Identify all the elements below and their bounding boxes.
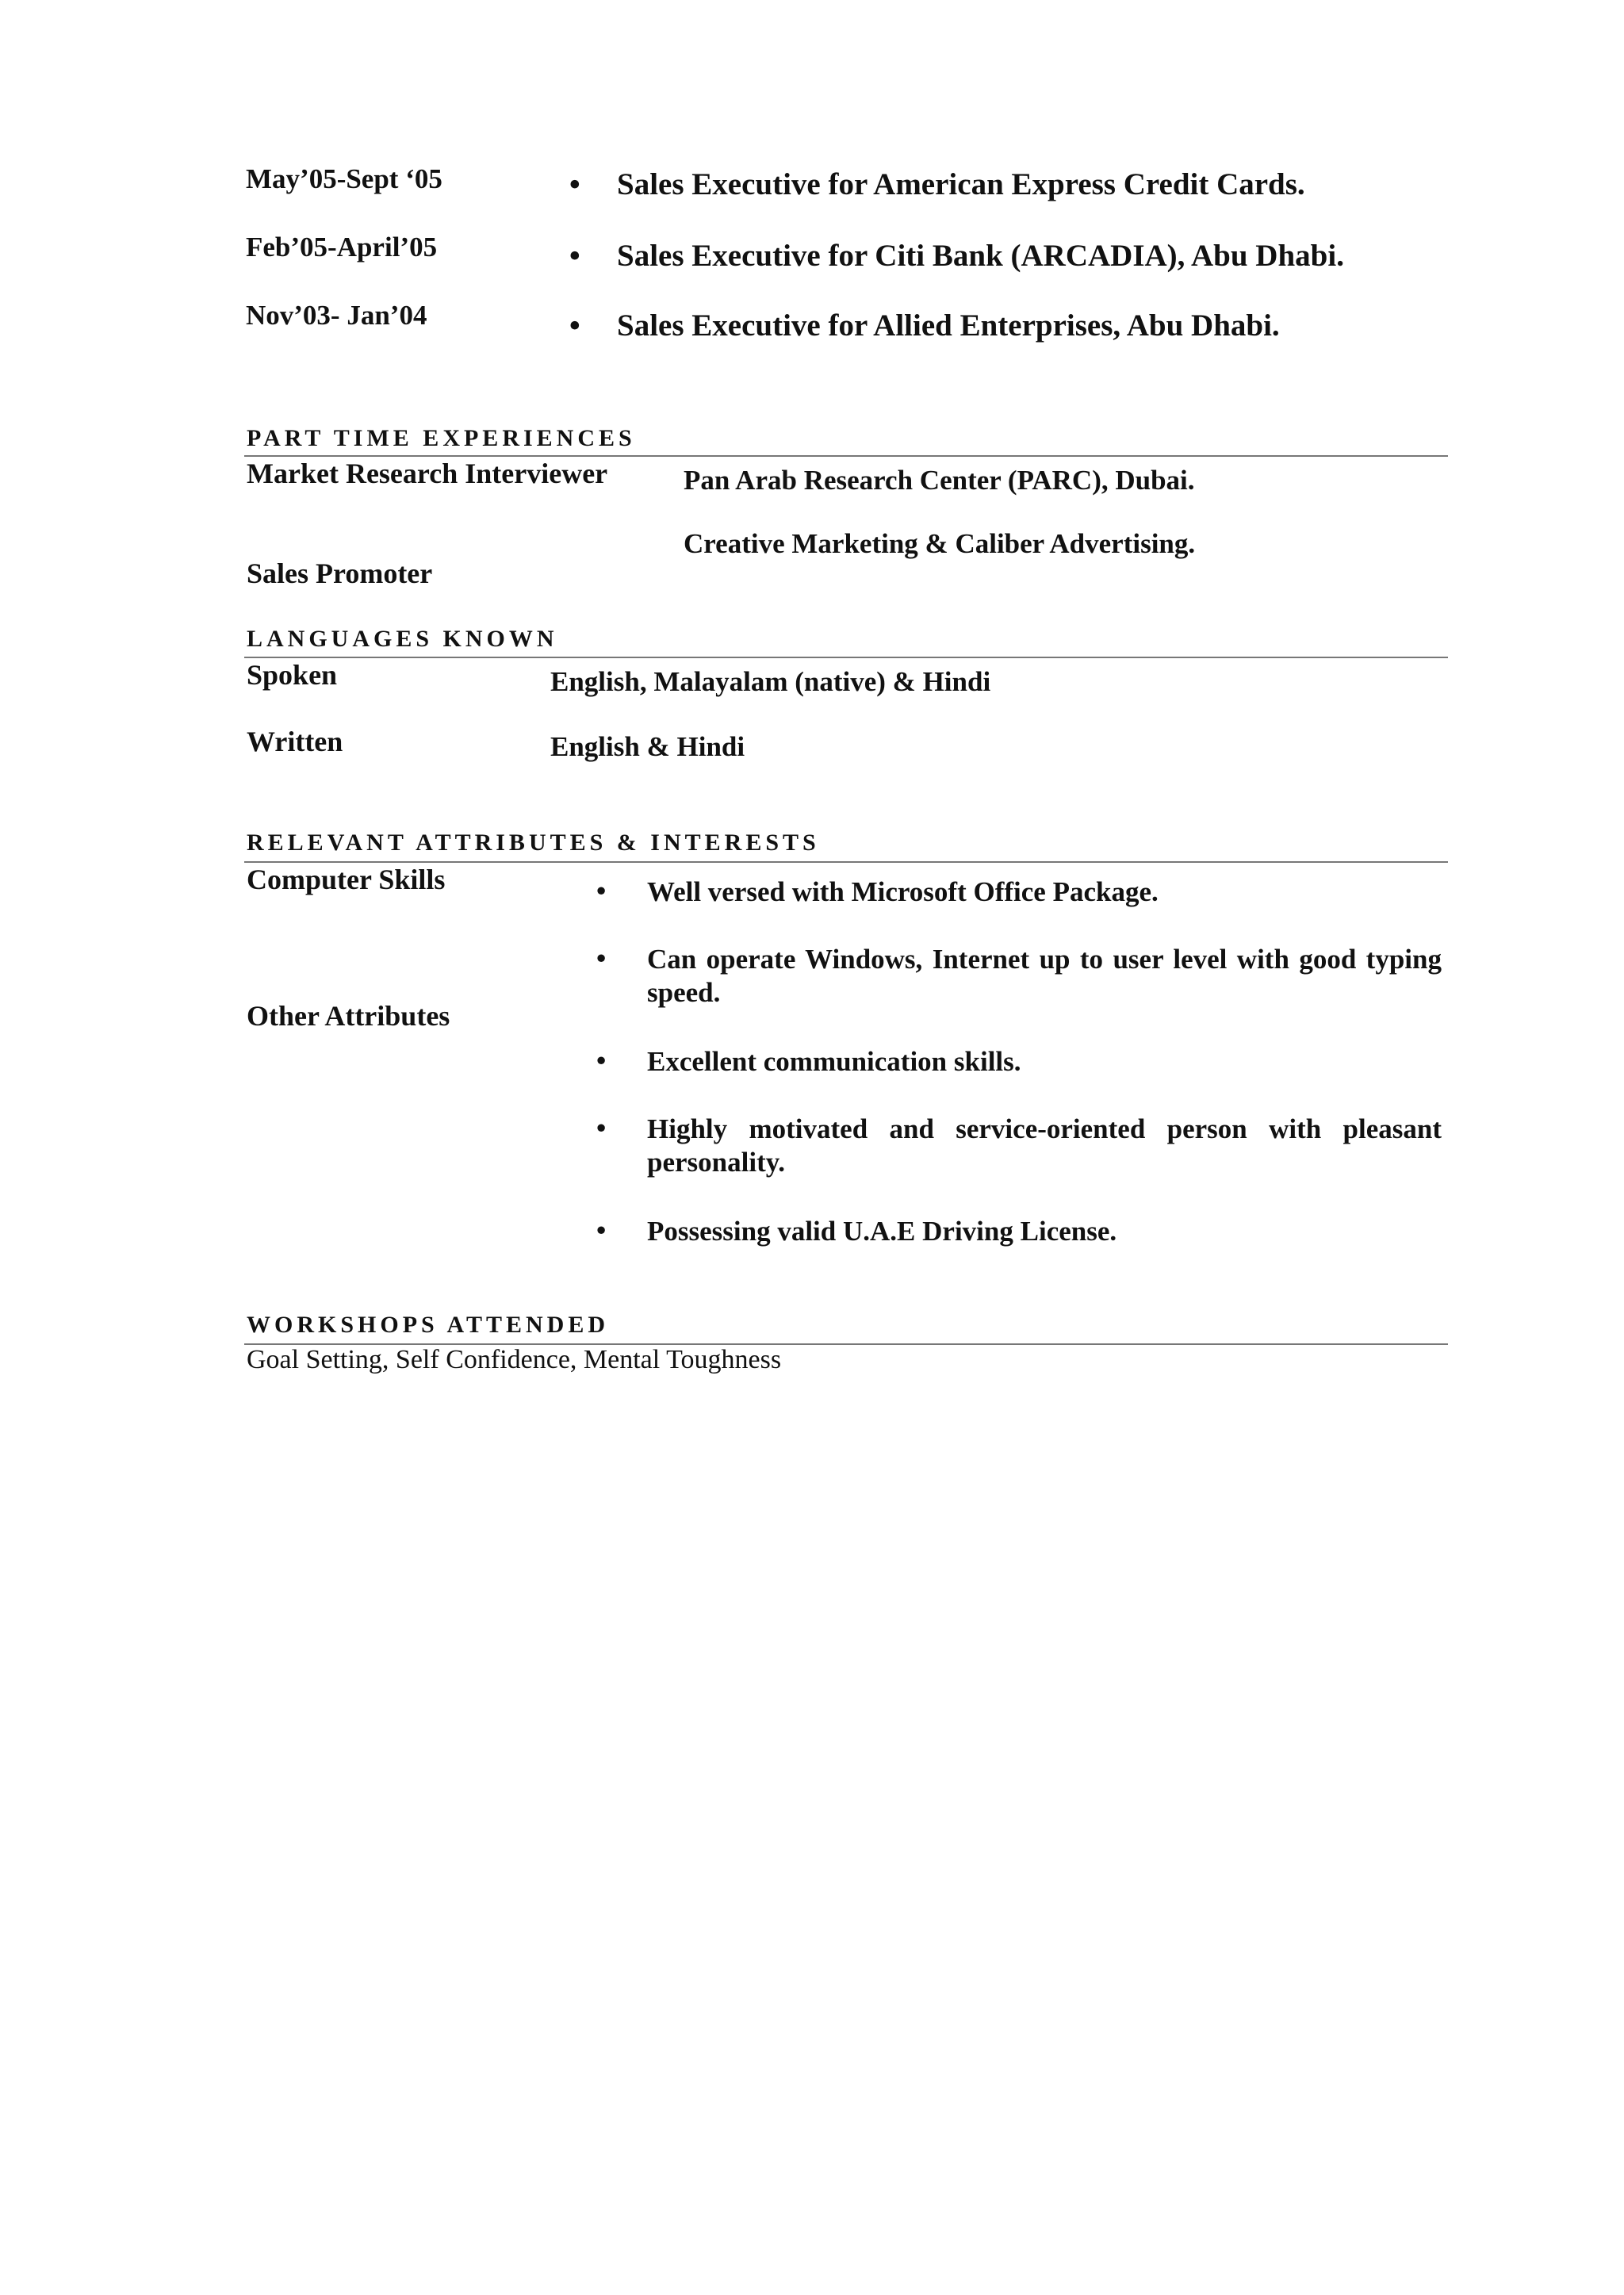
- languages-label-spoken: Spoken: [247, 659, 338, 691]
- workshops-heading: WORKSHOPS ATTENDED: [247, 1312, 610, 1338]
- bullet-icon: •: [596, 1215, 607, 1246]
- attribute-item-4: [596, 1113, 1442, 1182]
- experience-role-2: Sales Executive for Citi Bank (ARCADIA), Abu Dhabi.: [617, 239, 1344, 273]
- languages-value-written: English & Hindi: [550, 731, 745, 762]
- attribute-text-3: Excellent communication skills.: [647, 1046, 1021, 1077]
- workshops-text: Goal Setting, Self Confidence, Mental Toughness: [247, 1345, 782, 1374]
- part-time-value-1: Pan Arab Research Center (PARC), Dubai.: [684, 465, 1195, 496]
- experience-date-2: Feb’05-April’05: [246, 232, 438, 262]
- part-time-heading: PART TIME EXPERIENCES: [247, 425, 636, 451]
- experience-role-1: Sales Executive for American Express Credit Cards.: [617, 167, 1305, 201]
- attribute-item-3: [596, 1045, 1442, 1080]
- part-time-value-2: Creative Marketing & Caliber Advertising.: [684, 528, 1196, 559]
- part-time-label-2: Sales Promoter: [247, 557, 433, 589]
- bullet-icon: •: [596, 1045, 607, 1076]
- experience-role-3: Sales Executive for Allied Enterprises, Abu Dhabi.: [617, 308, 1280, 343]
- languages-heading: LANGUAGES KNOWN: [247, 626, 558, 652]
- attribute-text-1: Well versed with Microsoft Office Package.: [647, 876, 1159, 907]
- experience-date-1: May’05-Sept ‘05: [246, 163, 442, 194]
- attributes-label-other: Other Attributes: [247, 1000, 450, 1032]
- experience-bullet-3: •: [569, 308, 580, 343]
- part-time-label-1: Market Research Interviewer: [247, 458, 608, 489]
- attributes-label-computer-skills: Computer Skills: [247, 864, 446, 895]
- attribute-item-5: [596, 1215, 1442, 1250]
- languages-label-written: Written: [247, 726, 343, 757]
- attribute-item-1: [596, 875, 1442, 910]
- languages-rule: [244, 657, 1448, 658]
- bullet-icon: •: [596, 943, 607, 974]
- experience-date-3: Nov’03- Jan’04: [246, 300, 427, 331]
- bullet-icon: •: [596, 875, 607, 906]
- attribute-item-2: [596, 943, 1442, 1013]
- attribute-text-5: Possessing valid U.A.E Driving License.: [647, 1216, 1117, 1247]
- bullet-icon: •: [596, 1113, 607, 1144]
- attribute-text-4: Highly motivated and service-oriented person with pleasant personality.: [647, 1113, 1442, 1178]
- attribute-text-2: Can operate Windows, Internet up to user level with good typing speed.: [647, 944, 1442, 1008]
- experience-bullet-2: •: [569, 239, 580, 273]
- experience-bullet-1: •: [569, 167, 580, 201]
- languages-value-spoken: English, Malayalam (native) & Hindi: [550, 666, 991, 697]
- attributes-heading: RELEVANT ATTRIBUTES & INTERESTS: [247, 829, 820, 856]
